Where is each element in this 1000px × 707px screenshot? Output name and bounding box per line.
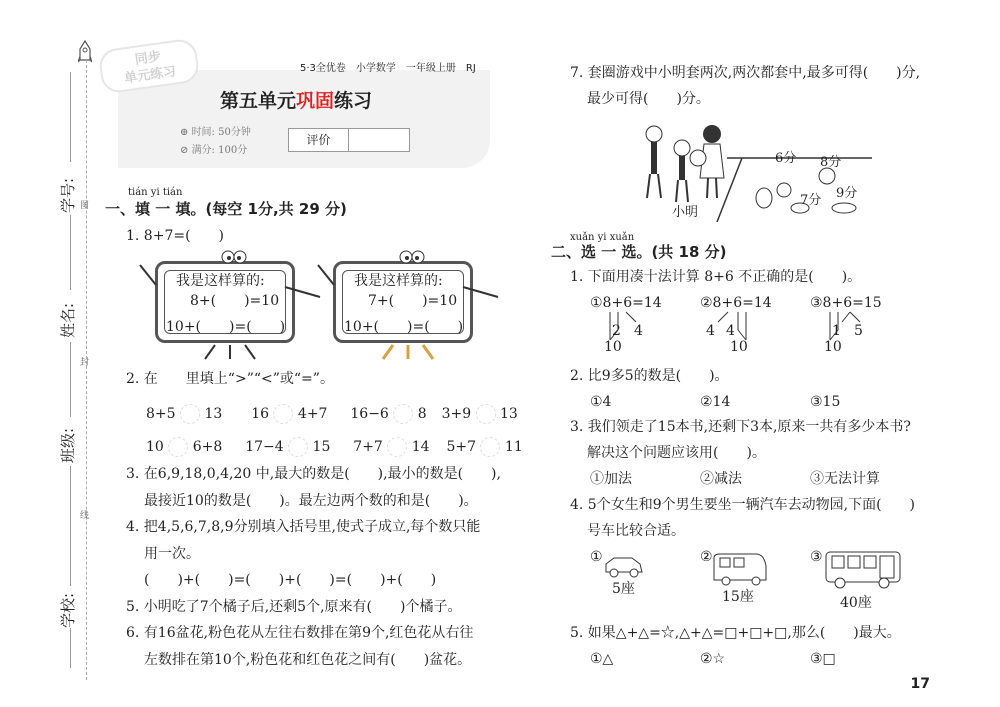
s2-q2-option-2[interactable]: ②14 (700, 394, 731, 410)
board2-line2: 7+( )=10 (368, 293, 458, 309)
s2-q5-option-3[interactable]: ③□ (810, 651, 836, 667)
s2-q5-option-1[interactable]: ①△ (590, 651, 614, 667)
q6-line2: 左数排在第10个,粉色花和红色花之间有( )盆花。 (144, 652, 472, 668)
compare-circle[interactable] (480, 437, 500, 457)
s2-q1-option-1[interactable]: ①8+6=14 2 4 10 (590, 295, 662, 355)
rating-label: 评价 (289, 129, 349, 151)
q2-row2: 10 6+8 17−4 15 7+7 14 5+7 11 (146, 439, 523, 455)
page-title: 第五单元巩固练习 (220, 90, 373, 112)
car-icon (604, 554, 644, 578)
q2-text: 2. 在 里填上“>”“<”或“=”。 (126, 371, 334, 387)
class-label: 班级: (59, 427, 78, 464)
q5-text: 5. 小明吃了7个橘子后,还剩5个,原来有( )个橘子。 (126, 599, 462, 615)
q3-line2: 最接近10的数是( )。最左边两个数的和是( )。 (144, 493, 478, 509)
compare-circle[interactable] (180, 404, 200, 424)
compare-circle[interactable] (476, 404, 496, 424)
s2-q2-option-1[interactable]: ①4 (590, 394, 612, 410)
check-icon: ⊘ (180, 145, 192, 156)
s2-q4-option-2[interactable]: ② 15座 (700, 548, 790, 604)
rocket-icon (78, 40, 92, 66)
board2-decoration-icon (308, 245, 508, 360)
rating-box (288, 128, 410, 152)
score-6-label: 6分 (775, 151, 797, 166)
score-label: ⊘ 满分: 100分 (180, 145, 248, 156)
s2-q3-line2: 解决这个问题应该用( )。 (587, 445, 766, 461)
page-number: 17 (910, 676, 930, 692)
s1-pinyin: tián yi tián (128, 187, 183, 198)
board1-line1: 我是这样算的: (176, 273, 265, 289)
binding-dash-line (86, 60, 87, 680)
student-no-label: 学号: (59, 177, 78, 214)
s2-q1-option-3[interactable]: ③8+6=15 1 5 10 (810, 295, 882, 355)
s2-q5-text: 5. 如果△+△=☆,△+△=□+□+□,那么( )最大。 (570, 625, 901, 641)
s2-q4-option-1[interactable]: ① 5座 (590, 548, 670, 598)
bus-icon (824, 550, 904, 590)
binding-mark-feng: 封 (80, 358, 90, 368)
s2-q4-line1: 4. 5个女生和9个男生要坐一辆汽车去动物园,下面( ) (570, 497, 915, 513)
ring-toss-illustration (632, 118, 872, 222)
name-label: 姓名: (59, 302, 78, 339)
sync-badge: 同步 单元练习 (97, 37, 200, 94)
s2-q4-line2: 号车比较合适。 (587, 523, 685, 539)
clock-icon: ⊕ (180, 127, 192, 138)
score-8-label: 8分 (820, 155, 842, 170)
compare-circle[interactable] (168, 437, 188, 457)
q7-line2: 最少可得( )分。 (587, 91, 710, 107)
series-label: 5·3全优卷 小学数学 一年级上册 RJ (300, 63, 476, 74)
board1-decoration-icon (130, 245, 330, 360)
compare-circle[interactable] (393, 404, 413, 424)
compare-circle[interactable] (387, 437, 407, 457)
s2-q2-option-3[interactable]: ③15 (810, 394, 841, 410)
s2-q3-line1: 3. 我们领走了15本书,还剩下3本,原来一共有多少本书? (570, 419, 911, 435)
board1-line3: 10+( )=( ) (166, 319, 286, 335)
s2-title: 二、选 一 选。(共 18 分) (551, 243, 727, 261)
s2-q3-option-1[interactable]: ①加法 (590, 471, 632, 487)
s2-q5-option-2[interactable]: ②☆ (700, 651, 726, 667)
q2-row1: 8+5 13 16 4+7 16−6 8 3+9 13 (146, 406, 518, 422)
s1-title: 一、填 一 填。(每空 1分,共 29 分) (105, 200, 347, 218)
s2-q2-text: 2. 比9多5的数是( )。 (570, 368, 729, 384)
school-label: 学校: (59, 592, 78, 629)
q4-blanks[interactable]: ( )+( )=( )+( )=( )+( ) (144, 572, 437, 588)
compare-circle[interactable] (273, 404, 293, 424)
van-icon (712, 552, 768, 586)
s2-pinyin: xuǎn yi xuǎn (570, 232, 635, 243)
board2-line3: 10+( )=( ) (344, 319, 464, 335)
score-7-label: 7分 (800, 193, 822, 208)
s2-q1-text: 1. 下面用凑十法计算 8+6 不正确的是( )。 (570, 269, 862, 285)
score-9-label: 9分 (836, 186, 858, 201)
binding-mark-tu: 图 (80, 201, 90, 211)
time-label: ⊕ 时间: 50分钟 (180, 127, 251, 138)
compare-circle[interactable] (288, 437, 308, 457)
q4-line2: 用一次。 (144, 546, 200, 562)
q1-text: 1. 8+7=( ) (126, 228, 225, 244)
binding-mark-xian: 线 (80, 511, 90, 521)
s2-q3-option-2[interactable]: ②减法 (700, 471, 742, 487)
q7-line1: 7. 套圈游戏中小明套两次,两次都套中,最多可得( )分, (570, 65, 921, 81)
q3-line1: 3. 在6,9,18,0,4,20 中,最大的数是( ),最小的数是( ), (126, 466, 501, 482)
board2-line1: 我是这样算的: (354, 273, 443, 289)
s2-q4-option-3[interactable]: ③ 40座 (810, 548, 910, 610)
s2-q1-option-2[interactable]: ②8+6=14 4 4 10 (700, 295, 772, 355)
q4-line1: 4. 把4,5,6,7,8,9分别填入括号里,使式子成立,每个数只能 (126, 519, 481, 535)
rating-cell[interactable] (349, 129, 409, 151)
q6-line1: 6. 有16盆花,粉色花从左往右数排在第9个,红色花从右往 (126, 625, 474, 641)
board1-line2: 8+( )=10 (190, 293, 280, 309)
s2-q3-option-3[interactable]: ③无法计算 (810, 471, 880, 487)
xiaoming-label: 小明 (672, 205, 699, 220)
